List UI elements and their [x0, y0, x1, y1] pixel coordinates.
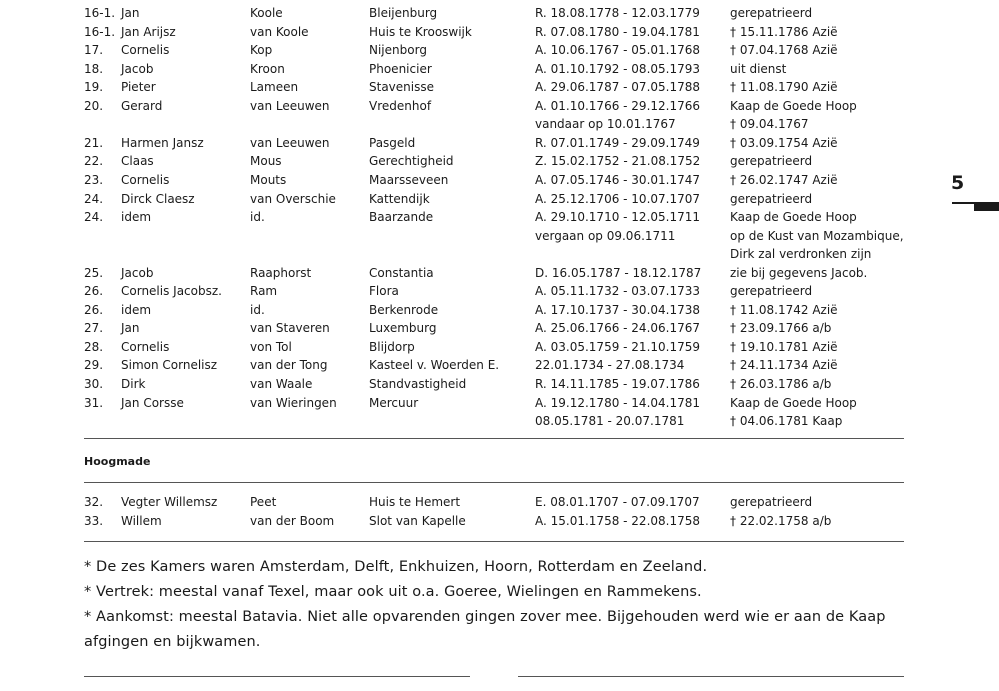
- cell-period: Z. 15.02.1752 - 21.08.1752: [535, 154, 701, 169]
- cell-nr: 26.: [84, 302, 104, 317]
- cell-ship: Huis te Hemert: [369, 495, 461, 509]
- footnote: * Aankomst: meestal Batavia. Niet alle opvarenden gingen zover mee. Bijgehouden werd wie er aan de Kaap: [84, 609, 886, 625]
- cell-first: Jan: [121, 321, 140, 336]
- cell-last: van Overschie: [250, 191, 336, 206]
- cell-note: zie bij gegevens Jacob.: [730, 265, 868, 280]
- cell-ship: Slot van Kapelle: [369, 513, 466, 528]
- divider: [84, 482, 904, 483]
- footnote: * De zes Kamers waren Amsterdam, Delft, Enkhuizen, Hoorn, Rotterdam en Zeeland.: [84, 559, 708, 575]
- cell-first: Cornelis: [121, 43, 170, 58]
- cell-period: R. 18.08.1778 - 12.03.1779: [535, 6, 700, 20]
- cell-ship: Luxemburg: [369, 321, 437, 336]
- cell-note: gerepatrieerd: [730, 154, 813, 169]
- cell-ship: Vredenhof: [369, 98, 432, 113]
- cell-first: Jan Corsse: [121, 395, 184, 410]
- cell-period: A. 15.01.1758 - 22.08.1758: [535, 513, 700, 528]
- cell-nr: 32.: [84, 495, 104, 509]
- cell-nr: 23.: [84, 172, 104, 187]
- cell-last: id.: [250, 210, 265, 225]
- cell-ship: Nijenborg: [369, 43, 427, 58]
- cell-nr: 24.: [84, 191, 104, 206]
- cell-last: van Koole: [250, 24, 309, 39]
- cell-note: † 07.04.1768 Azië: [730, 43, 838, 58]
- cell-period: R. 14.11.1785 - 19.07.1786: [535, 377, 700, 391]
- cell-first: Cornelis Jacobsz.: [121, 284, 222, 299]
- cell-first: Jan: [121, 6, 140, 20]
- cell-note: gerepatrieerd: [730, 191, 813, 206]
- cell-last: von Tol: [250, 339, 292, 354]
- cell-note: † 26.02.1747 Azië: [730, 172, 838, 187]
- cell-note: Kaap de Goede Hoop: [730, 98, 857, 113]
- cell-nr: 22.: [84, 154, 104, 169]
- cell-ship: Huis te Krooswijk: [369, 24, 472, 39]
- cell-nr: 29.: [84, 358, 104, 373]
- cell-nr: 30.: [84, 377, 104, 391]
- cell-first: Vegter Willemsz: [121, 495, 218, 509]
- cell-ship: Pasgeld: [369, 135, 416, 150]
- footnote: afgingen en bijkwamen.: [84, 634, 261, 650]
- cell-ship: Mercuur: [369, 395, 419, 410]
- footnote: * Vertrek: meestal vanaf Texel, maar ook uit o.a. Goeree, Wielingen en Rammekens.: [84, 584, 702, 600]
- cell-nr: 21.: [84, 135, 104, 150]
- section-title: Hoogmade: [84, 455, 151, 468]
- cell-period: A. 01.10.1792 - 08.05.1793: [535, 61, 700, 76]
- cell-note: † 26.03.1786 a/b: [730, 377, 832, 391]
- cell-nr: 28.: [84, 339, 104, 354]
- cell-ship: Maarsseveen: [369, 172, 449, 187]
- cell-nr: 17.: [84, 43, 104, 58]
- cell-ship: Flora: [369, 284, 399, 299]
- cell-last: Kroon: [250, 61, 285, 76]
- cell-first: Simon Cornelisz: [121, 358, 218, 373]
- cell-ship: Blijdorp: [369, 339, 415, 354]
- cell-nr: 18.: [84, 61, 104, 76]
- cell-period: A. 10.06.1767 - 05.01.1768: [535, 43, 700, 58]
- cell-period: D. 16.05.1787 - 18.12.1787: [535, 265, 702, 280]
- cell-first: Cornelis: [121, 339, 170, 354]
- cell-note: Kaap de Goede Hoop: [730, 395, 857, 410]
- cell-first: Gerard: [121, 98, 163, 113]
- cell-last: Kop: [250, 43, 273, 58]
- cell-period: A. 03.05.1759 - 21.10.1759: [535, 339, 700, 354]
- cell-nr: 25.: [84, 265, 104, 280]
- cell-ship: Phoenicier: [369, 61, 432, 76]
- cell-first: Harmen Jansz: [121, 135, 204, 150]
- cell-last: van Leeuwen: [250, 135, 330, 150]
- cell-last: van Wieringen: [250, 395, 337, 410]
- cell-last: van der Tong: [250, 358, 328, 373]
- cell-note: op de Kust van Mozambique,: [730, 228, 904, 243]
- divider: [84, 541, 904, 542]
- cell-period: A. 25.12.1706 - 10.07.1707: [535, 191, 700, 206]
- cell-last: Peet: [250, 495, 277, 509]
- cell-ship: Berkenrode: [369, 302, 439, 317]
- cell-first: Pieter: [121, 80, 156, 95]
- cell-last: van Staveren: [250, 321, 330, 336]
- page-tab-block: [974, 202, 999, 211]
- cell-last: van Leeuwen: [250, 98, 330, 113]
- cell-note: gerepatrieerd: [730, 6, 813, 20]
- cell-note: gerepatrieerd: [730, 495, 813, 509]
- cell-ship: Bleijenburg: [369, 6, 438, 20]
- cell-note: † 23.09.1766 a/b: [730, 321, 832, 336]
- cell-ship: Standvastigheid: [369, 377, 467, 391]
- cell-period: A. 01.10.1766 - 29.12.1766: [535, 98, 700, 113]
- cell-first: Jacob: [121, 61, 154, 76]
- cell-last: id.: [250, 302, 265, 317]
- cell-last: Ram: [250, 284, 278, 299]
- cell-note: Dirk zal verdronken zijn: [730, 247, 872, 262]
- cell-last: Raaphorst: [250, 265, 312, 280]
- cell-note: † 11.08.1790 Azië: [730, 80, 838, 95]
- cell-period: vandaar op 10.01.1767: [535, 117, 676, 132]
- cell-note: † 03.09.1754 Azië: [730, 135, 838, 150]
- cell-nr: 20.: [84, 98, 104, 113]
- cell-note: uit dienst: [730, 61, 787, 76]
- cell-ship: Constantia: [369, 265, 434, 280]
- cell-note: gerepatrieerd: [730, 284, 813, 299]
- cell-first: Jacob: [121, 265, 154, 280]
- cell-period: A. 29.10.1710 - 12.05.1711: [535, 210, 700, 225]
- cell-note: † 22.02.1758 a/b: [730, 513, 832, 528]
- cell-last: van der Boom: [250, 513, 335, 528]
- cell-note: † 24.11.1734 Azië: [730, 358, 838, 373]
- cell-nr: 27.: [84, 321, 104, 336]
- cell-note: † 04.06.1781 Kaap: [730, 414, 843, 429]
- cell-period: R. 07.08.1780 - 19.04.1781: [535, 24, 700, 39]
- cell-last: van Waale: [250, 377, 313, 391]
- cell-period: 22.01.1734 - 27.08.1734: [535, 358, 685, 373]
- cell-period: A. 25.06.1766 - 24.06.1767: [535, 321, 700, 336]
- cell-first: Claas: [121, 154, 154, 169]
- cell-period: vergaan op 09.06.1711: [535, 228, 676, 243]
- divider: [84, 438, 904, 439]
- cell-ship: Kattendijk: [369, 191, 430, 206]
- cell-nr: 31.: [84, 395, 104, 410]
- cell-first: idem: [121, 302, 152, 317]
- cell-first: Dirck Claesz: [121, 191, 195, 206]
- bottom-rule-left: [84, 676, 470, 677]
- cell-period: R. 07.01.1749 - 29.09.1749: [535, 135, 700, 150]
- cell-period: A. 19.12.1780 - 14.04.1781: [535, 395, 700, 410]
- cell-period: A. 29.06.1787 - 07.05.1788: [535, 80, 700, 95]
- cell-nr: 33.: [84, 513, 104, 528]
- cell-last: Mous: [250, 154, 282, 169]
- page-tab-line: [952, 202, 974, 204]
- cell-period: 08.05.1781 - 20.07.1781: [535, 414, 685, 429]
- cell-nr: 16-1.: [84, 24, 116, 39]
- cell-first: idem: [121, 210, 152, 225]
- cell-first: Willem: [121, 513, 162, 528]
- cell-last: Koole: [250, 6, 283, 20]
- cell-nr: 24.: [84, 210, 104, 225]
- page-number: 5: [951, 172, 965, 194]
- cell-last: Lameen: [250, 80, 299, 95]
- cell-note: † 19.10.1781 Azië: [730, 339, 838, 354]
- cell-first: Dirk: [121, 377, 146, 391]
- cell-first: Cornelis: [121, 172, 170, 187]
- cell-note: Kaap de Goede Hoop: [730, 210, 857, 225]
- cell-last: Mouts: [250, 172, 287, 187]
- cell-ship: Stavenisse: [369, 80, 434, 95]
- cell-ship: Baarzande: [369, 210, 434, 225]
- cell-period: E. 08.01.1707 - 07.09.1707: [535, 495, 700, 509]
- cell-period: A. 05.11.1732 - 03.07.1733: [535, 284, 700, 299]
- cell-nr: 19.: [84, 80, 104, 95]
- cell-nr: 16-1.: [84, 6, 116, 20]
- cell-ship: Kasteel v. Woerden E.: [369, 358, 500, 373]
- cell-note: † 15.11.1786 Azië: [730, 24, 838, 39]
- cell-note: † 09.04.1767: [730, 117, 809, 132]
- cell-nr: 26.: [84, 284, 104, 299]
- cell-note: † 11.08.1742 Azië: [730, 302, 838, 317]
- cell-period: A. 17.10.1737 - 30.04.1738: [535, 302, 700, 317]
- cell-ship: Gerechtigheid: [369, 154, 454, 169]
- cell-period: A. 07.05.1746 - 30.01.1747: [535, 172, 700, 187]
- bottom-rule-right: [518, 676, 904, 677]
- cell-first: Jan Arijsz: [121, 24, 176, 39]
